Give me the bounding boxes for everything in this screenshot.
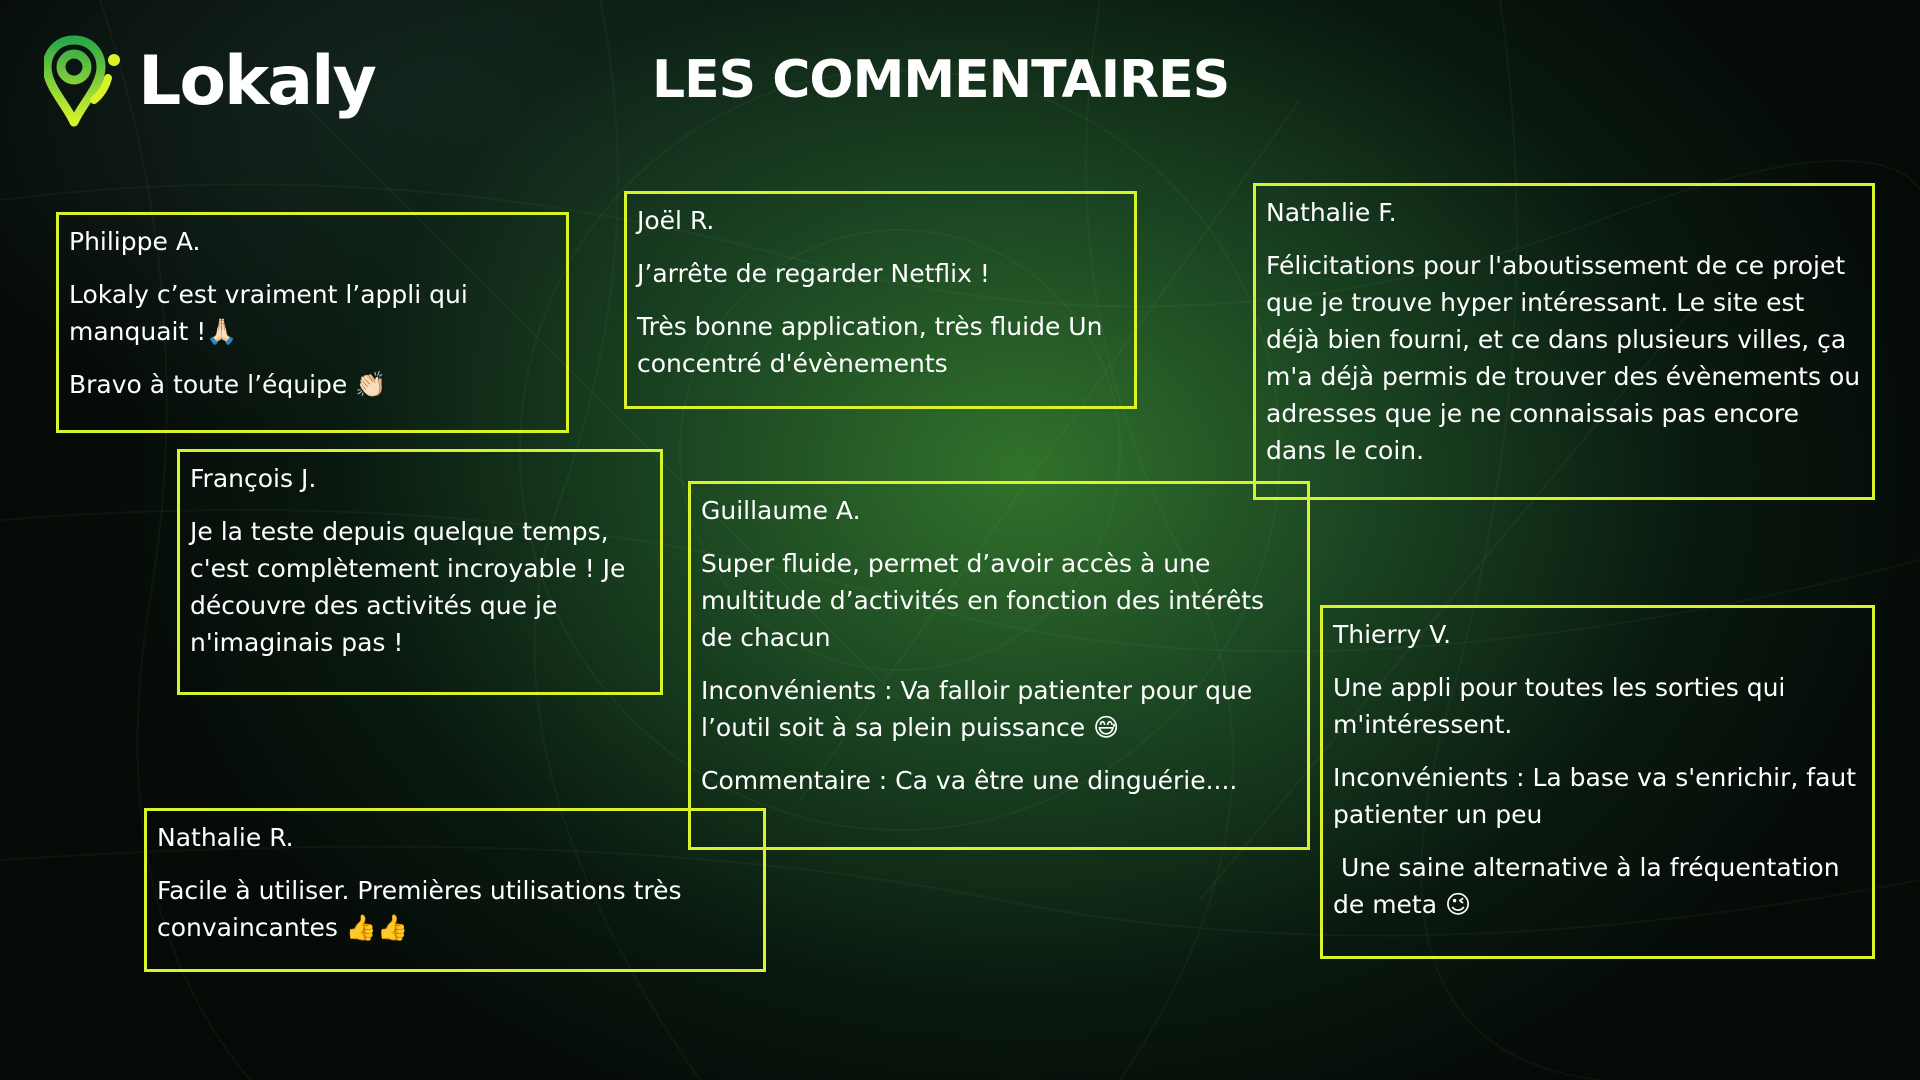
review-card-guillaume bbox=[688, 481, 1310, 850]
review-author: Joël R. bbox=[637, 206, 715, 235]
review-author: Nathalie R. bbox=[157, 823, 294, 852]
page-title: LES COMMENTAIRES bbox=[652, 50, 1230, 110]
review-text: Très bonne application, très fluide Un concentré d'évènements bbox=[637, 312, 1103, 378]
review-text: Super fluide, permet d’avoir accès à une multitude d’activités en fonction des intérêts de chacun bbox=[701, 549, 1265, 652]
review-author: François J. bbox=[190, 464, 317, 493]
brand-name: Lokaly bbox=[138, 42, 375, 121]
review-text: Bravo à toute l’équipe 👏🏻 bbox=[69, 370, 387, 399]
review-card-francois bbox=[177, 449, 663, 695]
review-text: Facile à utiliser. Premières utilisations très convaincantes 👍👍 bbox=[157, 876, 682, 942]
review-text: Félicitations pour l'aboutissement de ce projet que je trouve hyper intéressant. Le site est déjà bien fourni, et ce dans plusieurs villes, ça m'a déjà permis de trouver des évènements ou adresses que je ne connaissais pas encore dans le coin. bbox=[1266, 251, 1861, 465]
review-author: Philippe A. bbox=[69, 227, 201, 256]
review-card-thierry bbox=[1320, 605, 1875, 959]
review-text: Commentaire : Ca va être une dinguérie.... bbox=[701, 766, 1238, 795]
location-pin-icon bbox=[44, 34, 122, 130]
review-text: Inconvénients : La base va s'enrichir, faut patienter un peu bbox=[1333, 763, 1857, 829]
brand-logo bbox=[44, 34, 375, 130]
review-card-nathalie-r bbox=[144, 808, 766, 972]
review-author: Thierry V. bbox=[1333, 620, 1452, 649]
review-card-nathalie-f bbox=[1253, 183, 1875, 500]
review-card-philippe bbox=[56, 212, 569, 433]
review-text: Inconvénients : Va falloir patienter pour que l’outil soit à sa plein puissance 😅 bbox=[701, 676, 1253, 742]
review-author: Guillaume A. bbox=[701, 496, 861, 525]
review-text: Lokaly c’est vraiment l’appli qui manquait !🙏🏻 bbox=[69, 280, 468, 346]
review-text: Une saine alternative à la fréquentation de meta 😉 bbox=[1333, 853, 1848, 919]
review-card-joel bbox=[624, 191, 1137, 409]
review-text: J’arrête de regarder Netflix ! bbox=[637, 259, 990, 288]
review-text: Une appli pour toutes les sorties qui m'intéressent. bbox=[1333, 673, 1786, 739]
review-author: Nathalie F. bbox=[1266, 198, 1397, 227]
review-text: Je la teste depuis quelque temps, c'est complètement incroyable ! Je découvre des activités que je n'imaginais pas ! bbox=[190, 517, 626, 657]
